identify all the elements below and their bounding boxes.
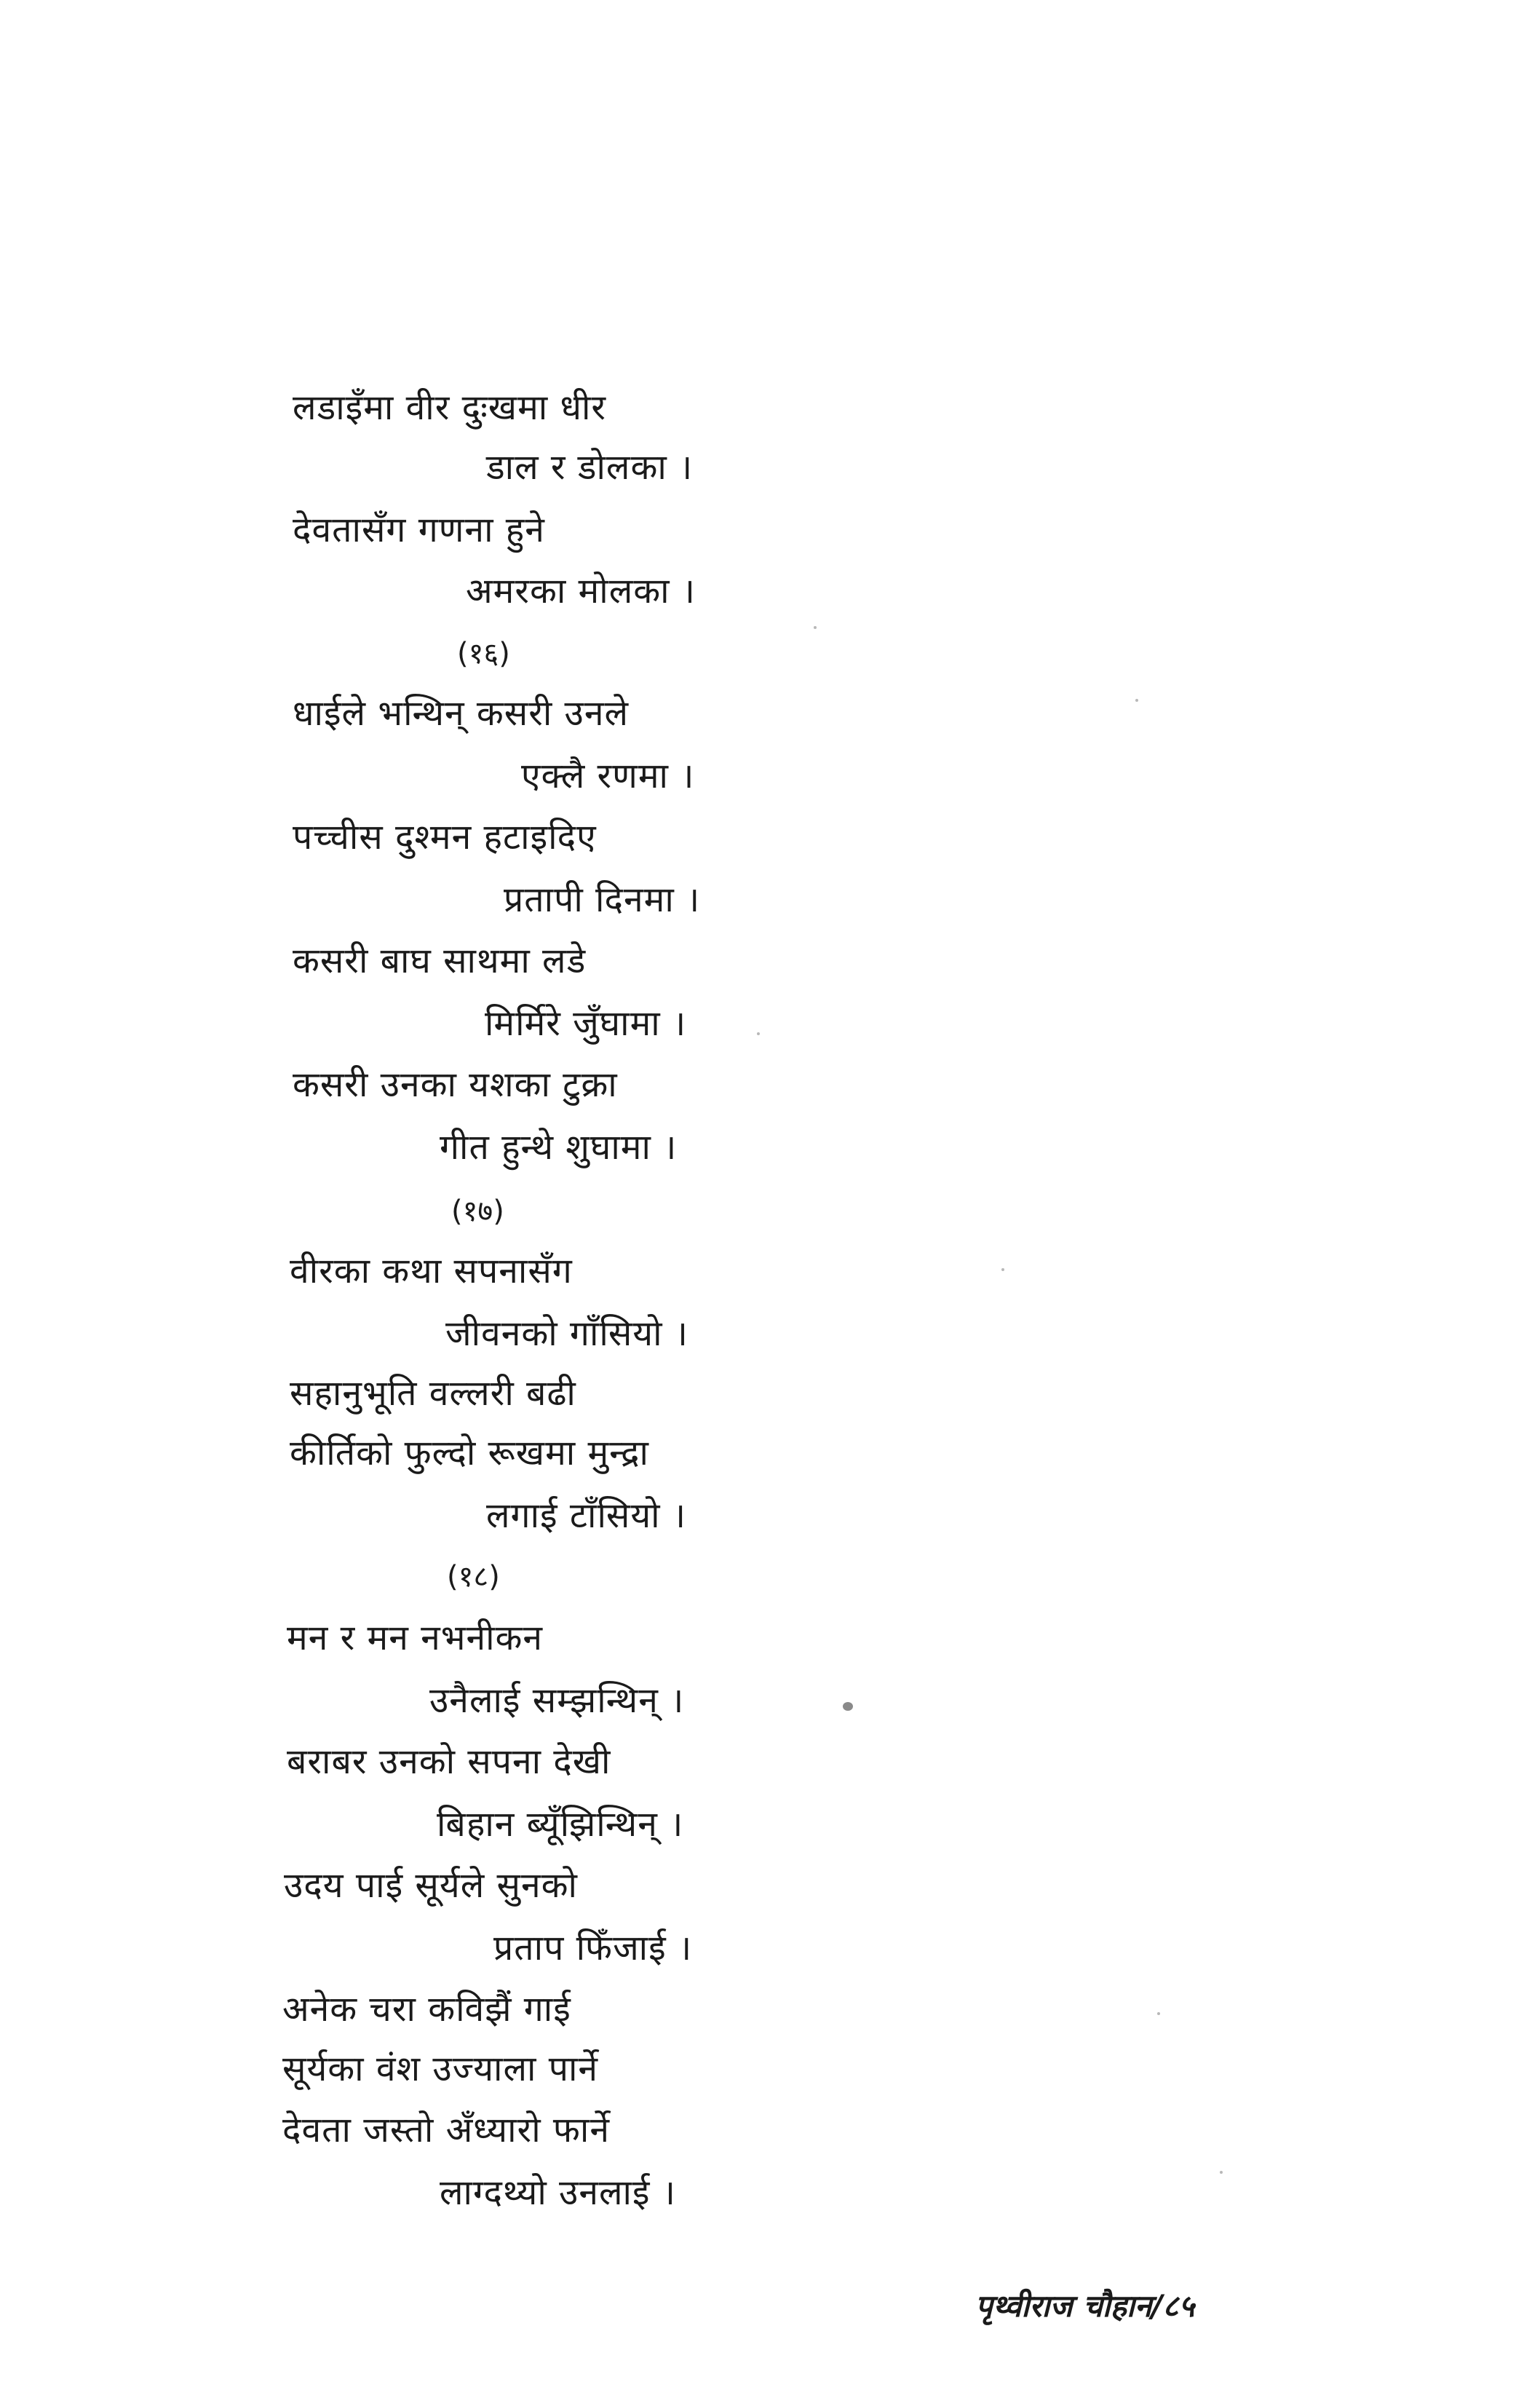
poem-line: सहानुभूति वल्लरी बढी (290, 1373, 576, 1414)
poem-line: कसरी बाघ साथमा लडे (293, 941, 587, 981)
poem-line: धाईले भन्थिन् कसरी उनले (293, 693, 630, 734)
poem-line: अमरका मोलका । (466, 571, 696, 612)
stanza-number: (१६) (457, 637, 510, 670)
scan-speck (843, 1702, 853, 1711)
scan-speck (814, 626, 817, 629)
poem-line: लडाइँमा वीर दुःखमा धीर (293, 387, 607, 428)
poem-line: उनैलाई सम्झन्थिन् । (429, 1680, 685, 1721)
poem-line: जीवनको गाँसियो । (445, 1313, 688, 1354)
scan-speck (1157, 2012, 1160, 2015)
poem-line: बिहान ब्यूँझिन्थिन् । (437, 1804, 684, 1845)
poem-line: एक्लै रणमा । (521, 756, 695, 796)
poem-line: मिर्मिरे जुँघामा । (485, 1003, 687, 1044)
poem-line: कसरी उनका यशका टुक्रा (293, 1064, 618, 1105)
poem-line: अनेक चरा कविझैं गाई (282, 1989, 571, 2030)
poem-line: गीत हुन्थे शुघामा । (440, 1127, 678, 1168)
poem-line: पच्चीस दुश्मन हटाइदिए (293, 817, 597, 858)
poem-line: देवता जस्तो अँध्यारो फार्ने (282, 2110, 610, 2150)
poem-line: डाल र डोलका । (486, 447, 694, 488)
poem-line: लाग्दथ्यो उनलाई । (440, 2172, 676, 2213)
scan-speck (1001, 1268, 1004, 1271)
stanza-number: (१७) (451, 1195, 504, 1228)
poem-line: बराबर उनको सपना देखी (287, 1741, 611, 1782)
poem-line: सूर्यका वंश उज्याला पार्ने (282, 2049, 599, 2089)
poem-line: प्रतापी दिनमा । (504, 879, 701, 920)
scan-speck (757, 1032, 760, 1035)
poem-line: कीर्तिको फुल्दो रूखमा मुन्द्रा (290, 1433, 649, 1473)
scan-speck (1220, 2171, 1223, 2174)
poem-line: उदय पाई सूर्यले सुनको (284, 1865, 578, 1906)
scan-speck (1135, 699, 1138, 702)
poem-line: वीरका कथा सपनासँग (290, 1251, 573, 1291)
poem-line: प्रताप फिँजाई । (493, 1928, 693, 1968)
poem-line: मन र मन नभनीकन (287, 1618, 544, 1658)
poem-line: देवतासँग गणना हुने (293, 510, 545, 550)
page-footer: पृथ्वीराज चौहान/८५ (975, 2288, 1195, 2324)
poem-line: लगाई टाँसियो । (486, 1495, 687, 1536)
stanza-number: (१८) (447, 1560, 500, 1594)
